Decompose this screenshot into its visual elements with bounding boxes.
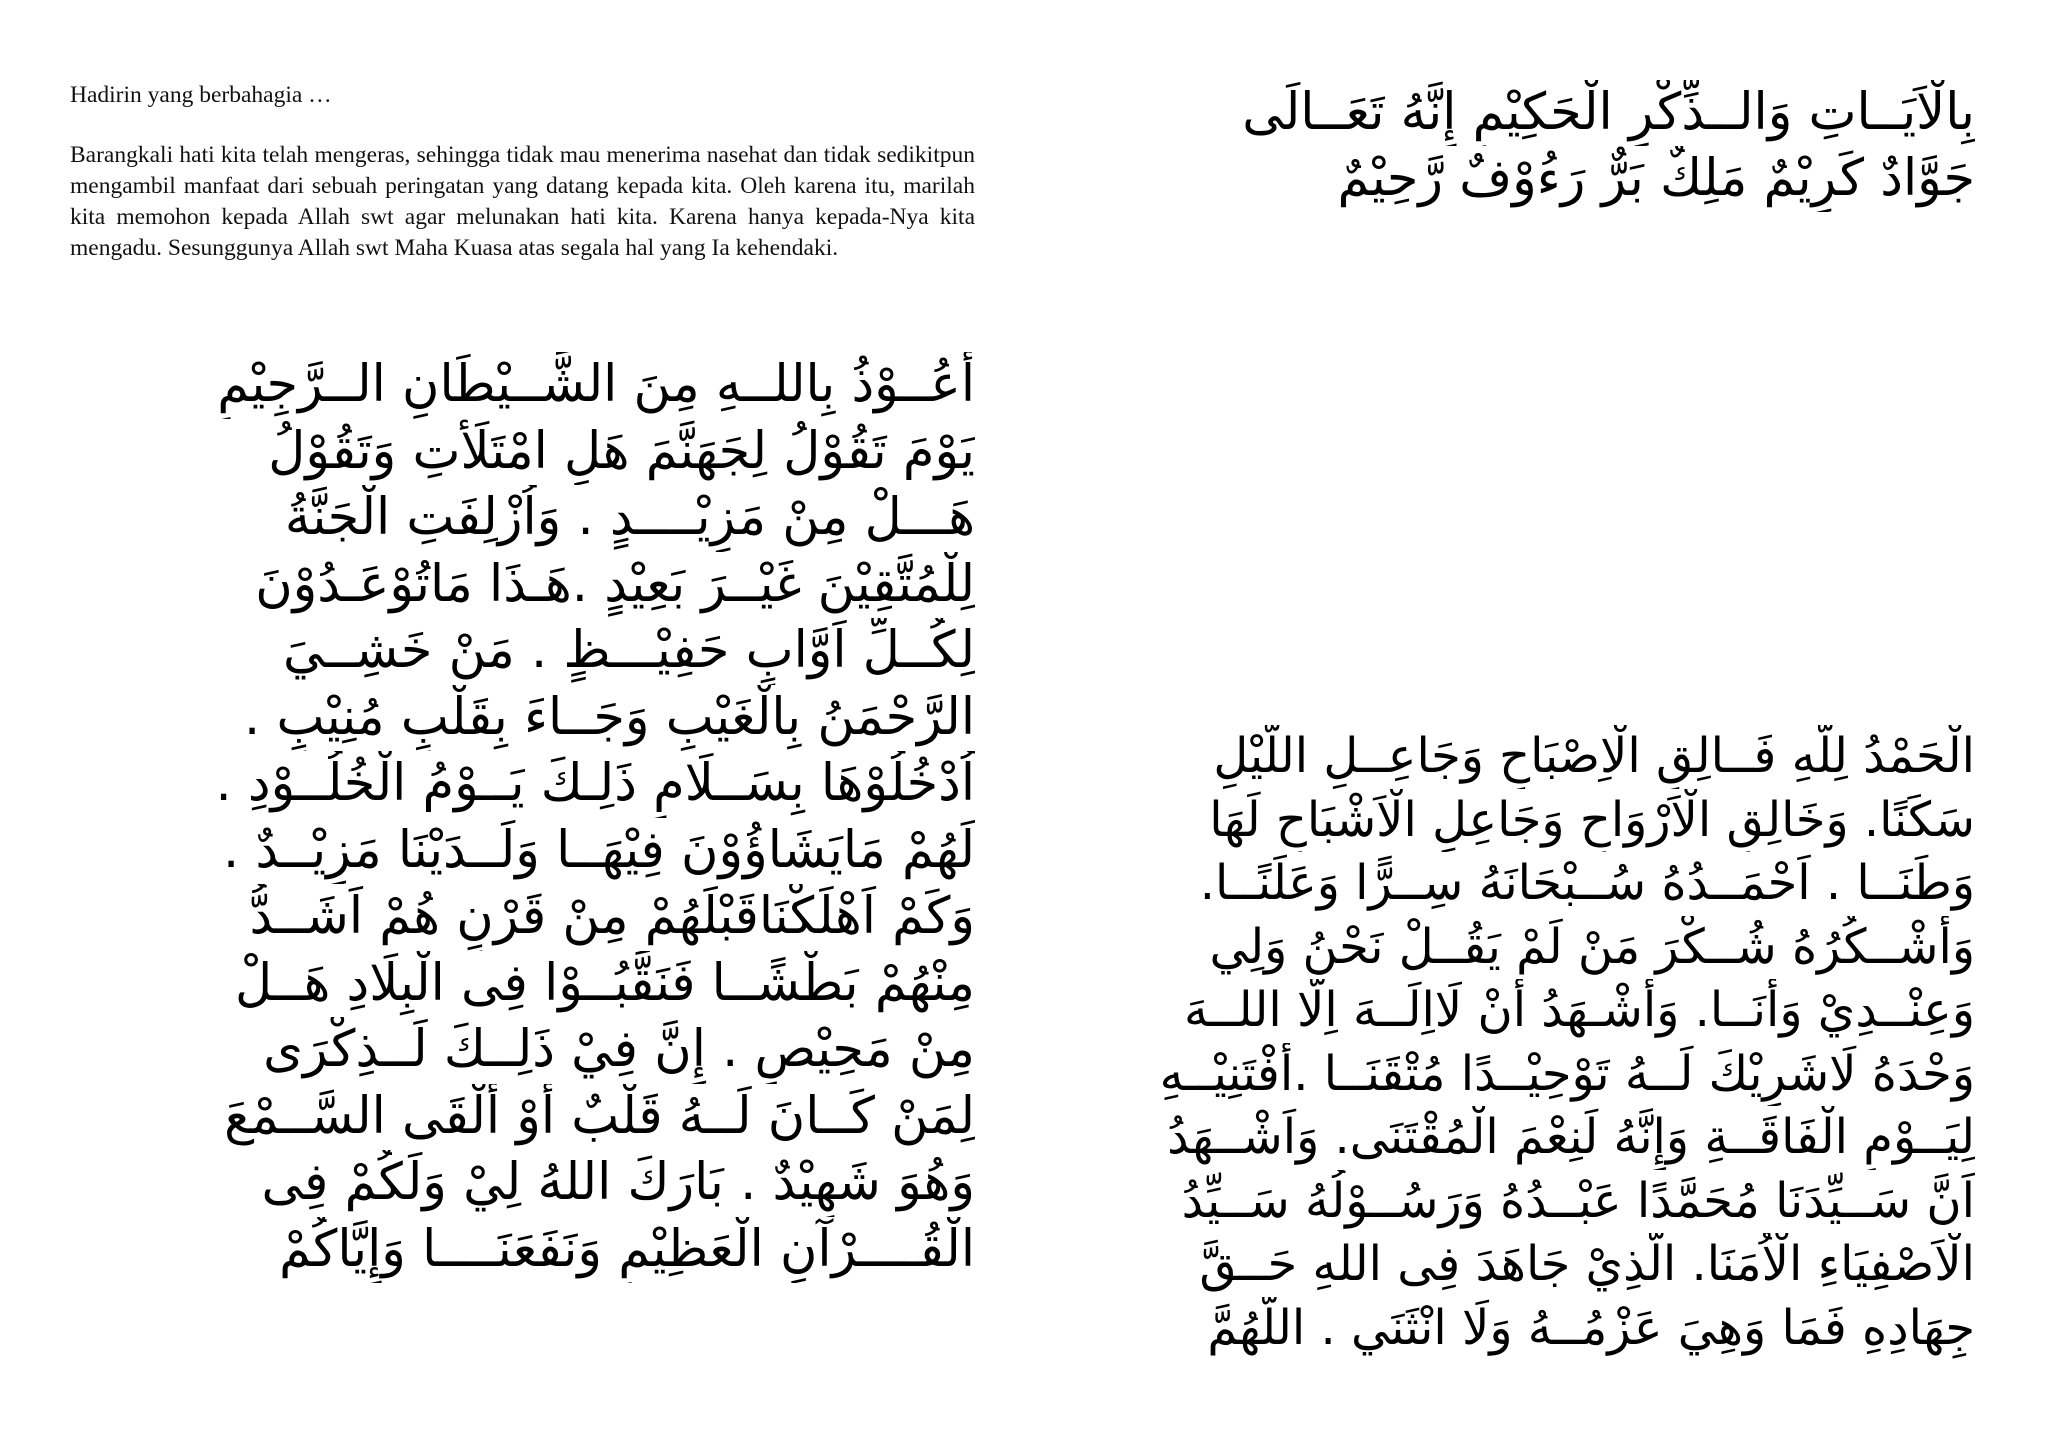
verse-line: وَهُوَ شَهِيْدٌ . بَارَكَ اللهُ لِيْ وَلَكُمْ فِى — [261, 1153, 975, 1212]
verse-line: لَهُمْ مَايَشَاؤُوْنَ فِيْهَــا وَلَــدَيْنَا مَزِيْــدٌ . — [222, 820, 975, 880]
praise-line: وَعِنْــدِيْ وَأَنَــا. وَأَشْـهَدُ أَنْ لَااِلَــهَ اِلَّا اللــهَ — [1184, 982, 1975, 1038]
praise-line: وَطَنَــا . اَحْمَــدُهُ سُــبْحَانَهُ سِــرًّا وَعَلَنًــا. — [1199, 855, 1975, 911]
praise-line: وَحْدَهُ لَاشَرِيْكَ لَــهُ تَوْحِيْــدًا مُتْقَنَــا .أَفْتَنِيْــهِ — [1159, 1045, 1975, 1102]
verse-line: يَوْمَ تَقُوْلُ لِجَهَنَّمَ هَلِ امْتَلَأْتِ وَتَقُوْلُ — [268, 421, 975, 481]
verse-line: اُدْخُلُوْهَا بِسَــلَامٍ ذَلِـكَ يَــوْمُ الْخُلُــوْدِ . — [215, 754, 975, 813]
closing-prayer-block — [1070, 80, 1975, 212]
quran-verse-block — [70, 352, 975, 1283]
verse-line: مِنْهُمْ بَطْشًــا فَنَقَّبُــوْا فِى الْبِلَادِ هَــلْ — [234, 953, 975, 1013]
verse-line: مِنْ مَحِيْصٍ . إِنَّ فِيْ ذَلِــكَ لَــذِكْرَى — [263, 1020, 975, 1079]
verse-line: لِمَنْ كَــانَ لَــهُ قَلْبٌ أَوْ أَلْقَى السَّــمْعَ — [224, 1086, 975, 1146]
verse-line: هَـــلْ مِنْ مَزِيْــــدٍ . وَاُزْلِفَتِ الْجَنَّةُ — [284, 488, 975, 547]
praise-line: لِيَــوْمِ الْفَاقَــةِ وَإِنَّهُ لَنِعْمَ الْمُقْتَنَى. وَاَشْــهَدُ — [1167, 1109, 1975, 1165]
praise-line: اَنَّ سَــيِّدَنَا مُحَمَّدًا عَبْــدُهُ وَرَسُــوْلُهُ سَــيِّدُ — [1181, 1172, 1975, 1229]
praise-line: الْحَمْدُ لِلَّهِ فَــالِقِ الْاِصْبَاحِ وَجَاعِــلِ اللَّيْلِ — [1213, 728, 1975, 784]
verse-line: وَكَمْ اَهْلَكْنَاقَبْلَهُمْ مِنْ قَرْنٍ هُمْ اَشَــدُّ — [249, 887, 975, 946]
praise-line: الْاَصْفِيَاءِ الْاُمَنَا. الَّذِيْ جَاهَدَ فِى اللهِ حَــقَّ — [1199, 1236, 1975, 1292]
verse-line: أَعُــوْذُ بِاللــهِ مِنَ الشَّــيْطَانِ الــرَّجِيْمِ — [217, 355, 975, 414]
verse-line: لِكُــلِّ اَوَّابٍ حَفِيْـــظٍ . مَنْ خَشِــيَ — [283, 621, 975, 680]
verse-line: الرَّحْمَنُ بِالْغَيْبِ وَجَــاءَ بِقَلْبٍ مُنِيْبٍ . — [244, 687, 975, 747]
praise-line: وَأَشْــكُرُهُ شُــكْرَ مَنْ لَمْ يَقُــلْ نَحْنُ وَلِي — [1209, 918, 1975, 975]
greeting-line: Hadirin yang berbahagia … — [70, 82, 332, 108]
prayer-line: جَوَّادٌ كَرِيْمٌ مَلِكٌ بَرٌّ رَءُوْفٌ رَّحِيْمٌ — [1337, 149, 1975, 208]
opening-praise-block — [1070, 725, 1975, 1360]
verse-line: الْقُــــرْآنِ الْعَظِيْمِ وَنَفَعَنَــــا وَإِيَّاكُمْ — [279, 1219, 975, 1279]
verse-line: لِلْمُتَّقِيْنَ غَيْــرَ بَعِيْدٍ .هَـذَا مَاتُوْعَـدُوْنَ — [255, 554, 975, 614]
intro-paragraph: Barangkali hati kita telah mengeras, sehingga tidak mau menerima nasehat dan tidak sedikitpun mengambil manfaat dari sebuah peringatan yang datang kepada kita. Oleh karena itu, marilah kita memohon kepada Allah swt agar melunakan hati kita. Karena hanya kepada-Nya kita mengadu. Sesunggunya Allah swt Maha Kuasa atas segala hal yang Ia kehendaki. — [70, 142, 975, 261]
praise-line: سَكَنًا. وَخَالِقِ الْاَرْوَاحِ وَجَاعِلِ الْاَشْبَاحِ لَهَا — [1209, 791, 1975, 848]
praise-line: جِهَادِهِ فَمَا وَهِيَ عَزْمُــهُ وَلَا انْثَنَي . اللَّهُمَّ — [1207, 1299, 1975, 1356]
prayer-line: بِالْاَيَــاتِ وَالــذِّكْرِ الْحَكِيْمِ إِنَّهُ تَعَــالَى — [1242, 83, 1975, 142]
